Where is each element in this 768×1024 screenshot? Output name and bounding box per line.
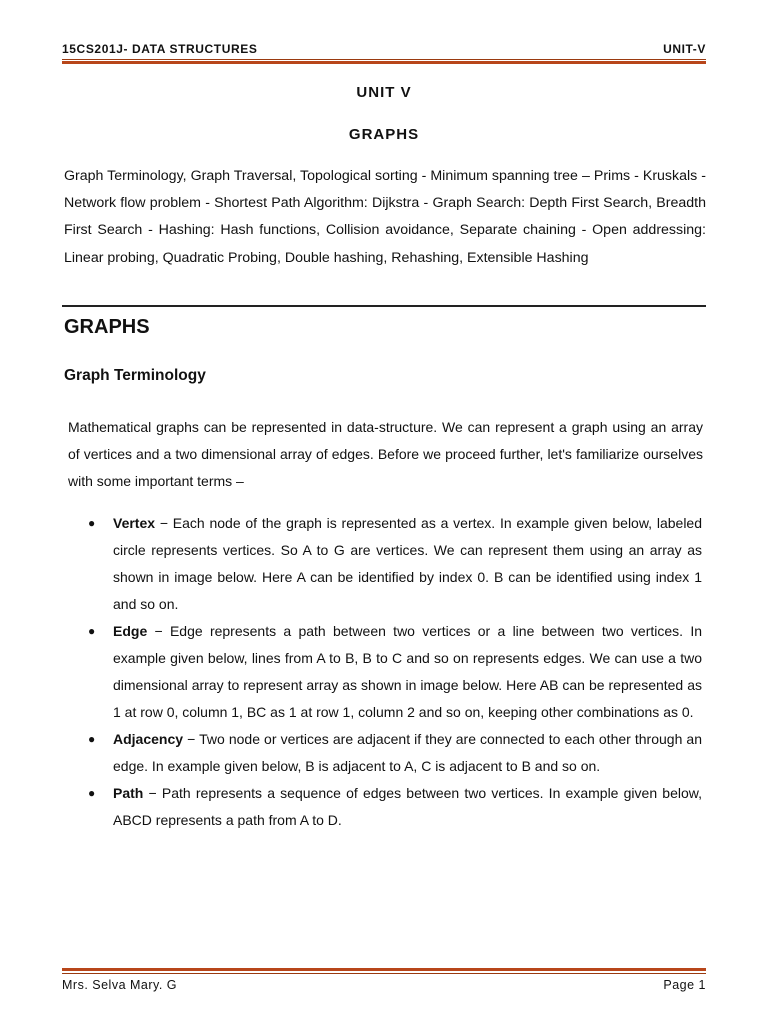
header-rule-thick bbox=[62, 61, 706, 64]
term-label: Vertex bbox=[113, 515, 156, 531]
bullet-icon: ● bbox=[88, 786, 96, 800]
list-item bbox=[88, 726, 702, 780]
course-title: 15CS201J- DATA STRUCTURES bbox=[62, 42, 258, 56]
unit-title: UNIT V bbox=[356, 84, 412, 101]
unit-label: UNIT-V bbox=[663, 42, 706, 56]
list-item bbox=[88, 780, 702, 834]
list-item bbox=[88, 510, 702, 618]
list-item bbox=[88, 618, 702, 726]
header-rule-thin bbox=[62, 59, 706, 60]
term-description: − Edge represents a path between two vertices or a line between two vertices. In example given below, lines from A to B, B to C and so on represents edges. We can use a two dimensional array to represent array as shown in image below. Here AB can be represented as 1 at row 0, column 1, BC as 1 at row 1, column 2 and so on, keeping other combinations as 0. bbox=[113, 623, 702, 720]
bullet-icon: ● bbox=[88, 732, 96, 746]
footer-rule-thin bbox=[62, 973, 706, 974]
section-heading: GRAPHS bbox=[64, 316, 150, 338]
bullet-icon: ● bbox=[88, 624, 96, 638]
page-number: Page 1 bbox=[663, 978, 706, 992]
intro-paragraph: Mathematical graphs can be represented in data-structure. We can represent a graph using an array of vertices and a two dimensional array of edges. Before we proceed further, let's familiarize ourselves with some important terms – bbox=[68, 419, 703, 489]
term-label: Edge bbox=[113, 623, 148, 639]
terms-list bbox=[88, 510, 702, 834]
term-description: − Each node of the graph is represented as a vertex. In example given below, labeled circle represents vertices. So A to G are vertices. We can represent them using an array as shown in image below. Here A can be identified by index 0. B can be identified using index 1 and so on. bbox=[113, 515, 702, 612]
term-label: Adjacency bbox=[113, 731, 184, 747]
topic-title: GRAPHS bbox=[348, 126, 420, 143]
page-header bbox=[62, 42, 706, 58]
syllabus-paragraph: Graph Terminology, Graph Traversal, Topological sorting - Minimum spanning tree – Prims - Kruskals - Network flow problem - Shortest Path Algorithm: Dijkstra - Graph Search: Depth First Search, Breadth First Search - Hashing: Hash functions, Collision avoidance, Separate chaining - Open addressing: Linear probing, Quadratic Probing, Double hashing, Rehashing, Extensible Hashing bbox=[64, 168, 706, 266]
bullet-icon: ● bbox=[88, 516, 96, 530]
term-description: − Path represents a sequence of edges between two vertices. In example given below, ABCD represents a path from A to D. bbox=[113, 785, 702, 828]
section-subheading: Graph Terminology bbox=[64, 367, 206, 384]
term-label: Path bbox=[113, 785, 144, 801]
author-name: Mrs. Selva Mary. G bbox=[62, 978, 178, 992]
footer-rule-thick bbox=[62, 968, 706, 971]
term-description: − Two node or vertices are adjacent if they are connected to each other through an edge. In example given below, B is adjacent to A, C is adjacent to B and so on. bbox=[113, 731, 702, 774]
section-divider bbox=[62, 305, 706, 307]
